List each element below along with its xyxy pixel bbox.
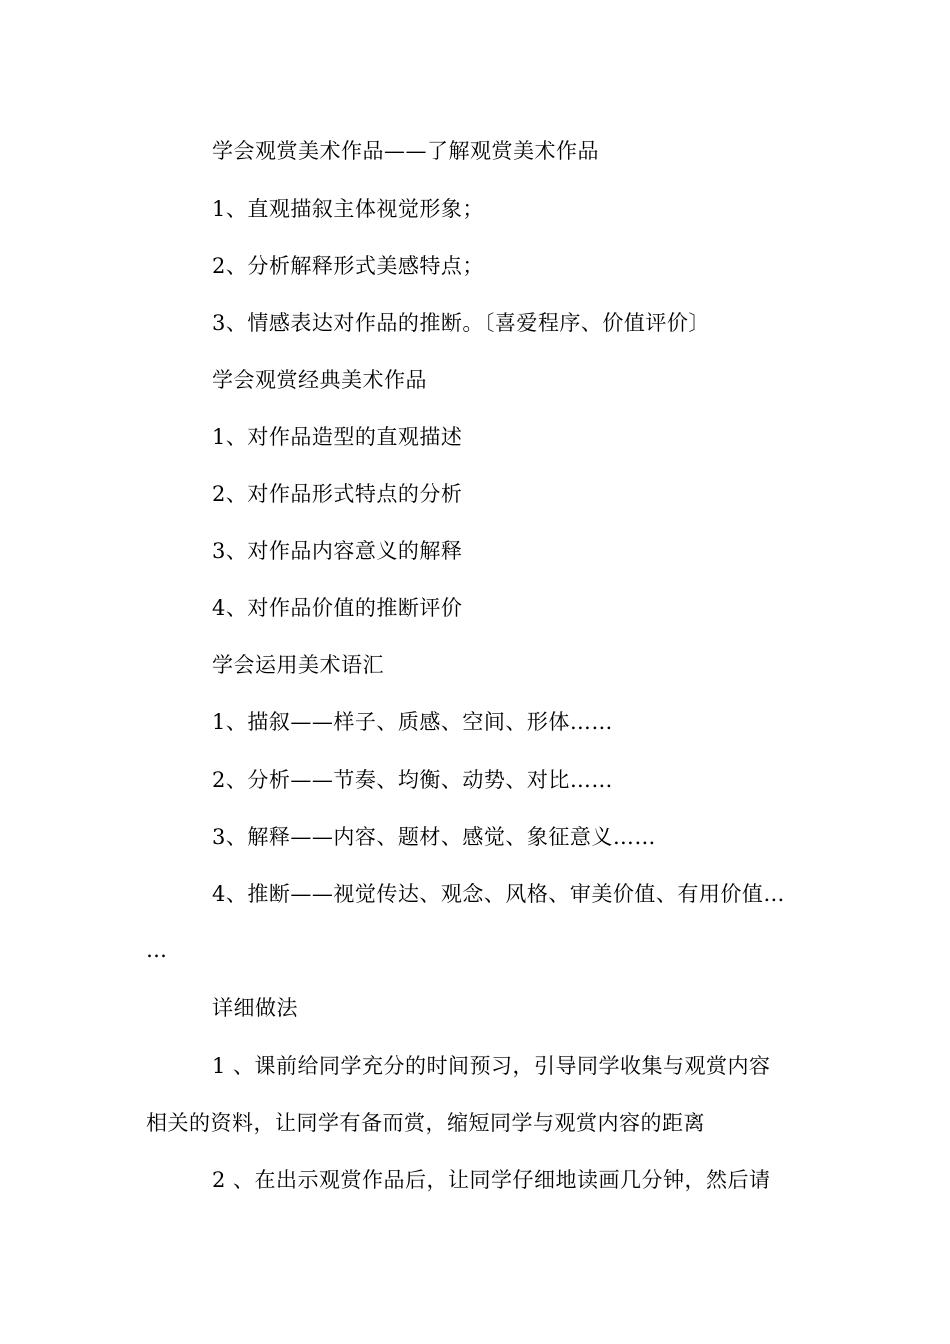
paragraph-line: 1 、课前给同学充分的时间预习，引导同学收集与观赏内容 bbox=[212, 1054, 771, 1078]
list-item: 3、对作品内容意义的解释 bbox=[212, 539, 463, 563]
heading-art-vocabulary: 学会运用美术语汇 bbox=[212, 653, 384, 677]
list-item: 4、对作品价值的推断评价 bbox=[212, 596, 463, 620]
list-item: 3、情感表达对作品的推断。〔喜爱程序、价值评价〕 bbox=[212, 311, 710, 335]
list-item: 2、分析解释形式美感特点； bbox=[212, 254, 484, 278]
list-item-continuation: … bbox=[146, 938, 168, 962]
heading-classic-art: 学会观赏经典美术作品 bbox=[212, 368, 427, 392]
paragraph-line: 相关的资料，让同学有备而赏，缩短同学与观赏内容的距离 bbox=[146, 1111, 705, 1135]
list-item: 4、推断——视觉传达、观念、风格、审美价值、有用价值… bbox=[212, 882, 785, 906]
heading-appreciate-art: 学会观赏美术作品——了解观赏美术作品 bbox=[212, 139, 599, 163]
list-item: 2、对作品形式特点的分析 bbox=[212, 482, 463, 506]
paragraph-line: 2 、在出示观赏作品后，让同学仔细地读画几分钟，然后请 bbox=[212, 1168, 771, 1192]
list-item: 1、描叙——样子、质感、空间、形体…… bbox=[212, 710, 613, 734]
list-item: 2、分析——节奏、均衡、动势、对比…… bbox=[212, 768, 613, 792]
heading-methods: 详细做法 bbox=[212, 996, 298, 1020]
list-item: 3、解释——内容、题材、感觉、象征意义…… bbox=[212, 825, 656, 849]
list-item: 1、直观描叙主体视觉形象； bbox=[212, 197, 484, 221]
list-item: 1、对作品造型的直观描述 bbox=[212, 425, 463, 449]
